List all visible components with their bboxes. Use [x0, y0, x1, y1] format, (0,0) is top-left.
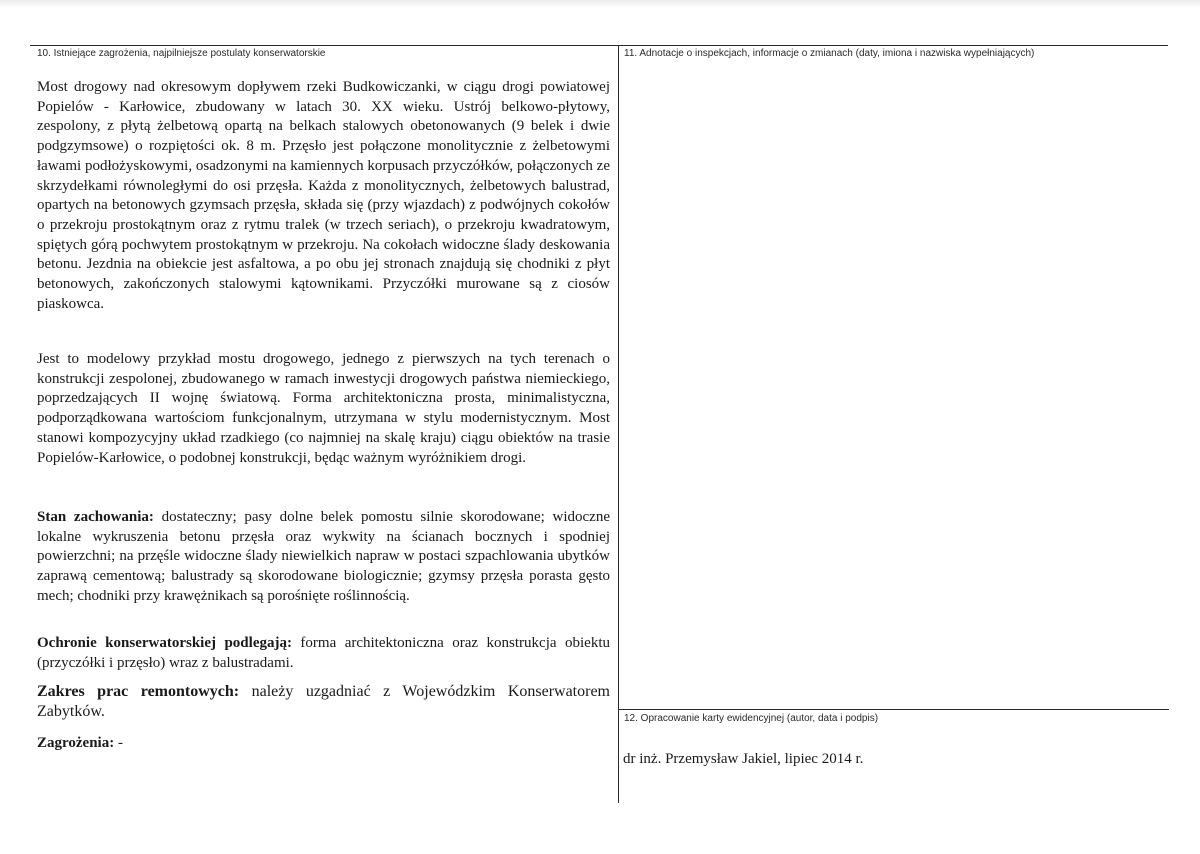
section-11-label: 11. Adnotacje o inspekcjach, informacje o zmianach (daty, imiona i nazwiska wypełniających) — [624, 48, 1035, 59]
threats-text: - — [114, 735, 123, 751]
protection-text: forma architektoniczna oraz konstrukcja obiektu (przyczółki i przęsło) wraz z balustradami. — [37, 635, 610, 671]
section-10-top-rule — [30, 45, 1168, 46]
protection-label: Ochronie konserwatorskiej podlegają: — [37, 635, 292, 651]
repairs-label: Zakres prac remontowych: — [37, 683, 240, 700]
threats-label: Zagrożenia: — [37, 735, 115, 751]
repairs-paragraph — [37, 682, 610, 722]
condition-text: dostateczny; pasy dolne belek pomostu silnie skorodowane; widoczne lokalne wykruszenia betonu przęsła oraz wykwity na ścianach bocznych i spodniej powierzchni; na przęśle widoczne ślady niewielkich napraw w postaci szpachlowania ubytków zaprawą cementową; balustrady są skorodowane biologicznie; gzymsy przęsła porasta gęsto mech; chodniki przy krawężnikach są porośnięte roślinnością. — [37, 509, 610, 604]
author-signature-line: dr inż. Przemysław Jakiel, lipiec 2014 r. — [623, 751, 864, 767]
scan-edge-shadow — [0, 0, 1200, 8]
column-divider — [618, 45, 619, 803]
historical-significance-paragraph: Jest to modelowy przykład mostu drogowego, jednego z pierwszych na tych terenach o konstrukcji zespolonej, zbudowanego w ramach inwestycji drogowych państwa niemieckiego, poprzedzających II wojnę światową. Forma architektoniczna prosta, minimalistyczna, podporządkowana wartościom funkcjonalnym, utrzymana w stylu modernistycznym. Most stanowi kompozycyjny układ rzadkiego (co najmniej na skalę kraju) ciągu obiektów na trasie Popielów-Karłowice, o podobnej konstrukcji, będąc ważnym wyróżnikiem drogi. — [37, 351, 610, 466]
section-10-label: 10. Istniejące zagrożenia, najpilniejsze postulaty konserwatorskie — [37, 48, 326, 59]
protection-paragraph — [37, 634, 610, 673]
condition-paragraph — [37, 508, 610, 607]
condition-label: Stan zachowania: — [37, 509, 154, 525]
section-12-top-rule — [618, 709, 1169, 710]
bridge-description-paragraph: Most drogowy nad okresowym dopływem rzeki Budkowiczanki, w ciągu drogi powiatowej Popielów - Karłowice, zbudowany w latach 30. XX wieku. Ustrój belkowo-płytowy, zespolony, z płytą żelbetową opartą na belkach stalowych obetonowanych (9 belek i dwie podgzymsowe) o rozpiętości ok. 8 m. Przęsło jest połączone monolitycznie z żelbetowymi ławami podłożyskowymi, osadzonymi na kamiennych korpusach przyczółków, połączonych ze skrzydełkami równoległymi do osi przęsła. Każda z monolitycznych, żelbetowych balustrad, opartych na betonowych gzymsach przęsła, składa się (przy wjazdach) z podwójnych cokołów o przekroju prostokątnym oraz z rytmu tralek (w trzech seriach), o przekroju kwadratowym, spiętych górą pochwytem prostokątnym w przekroju. Na cokołach widoczne ślady deskowania betonu. Jezdnia na obiekcie jest asfaltowa, a po obu jej stronach znajdują się chodniki z płyt betonowych, zakończonych stalowymi kątownikami. Przyczółki murowane są z ciosów piaskowca. — [37, 79, 610, 312]
threats-paragraph — [37, 734, 610, 754]
repairs-text: należy uzgadniać z Wojewódzkim Konserwatorem Zabytków. — [37, 683, 611, 720]
section-12-label: 12. Opracowanie karty ewidencyjnej (autor, data i podpis) — [624, 713, 879, 724]
